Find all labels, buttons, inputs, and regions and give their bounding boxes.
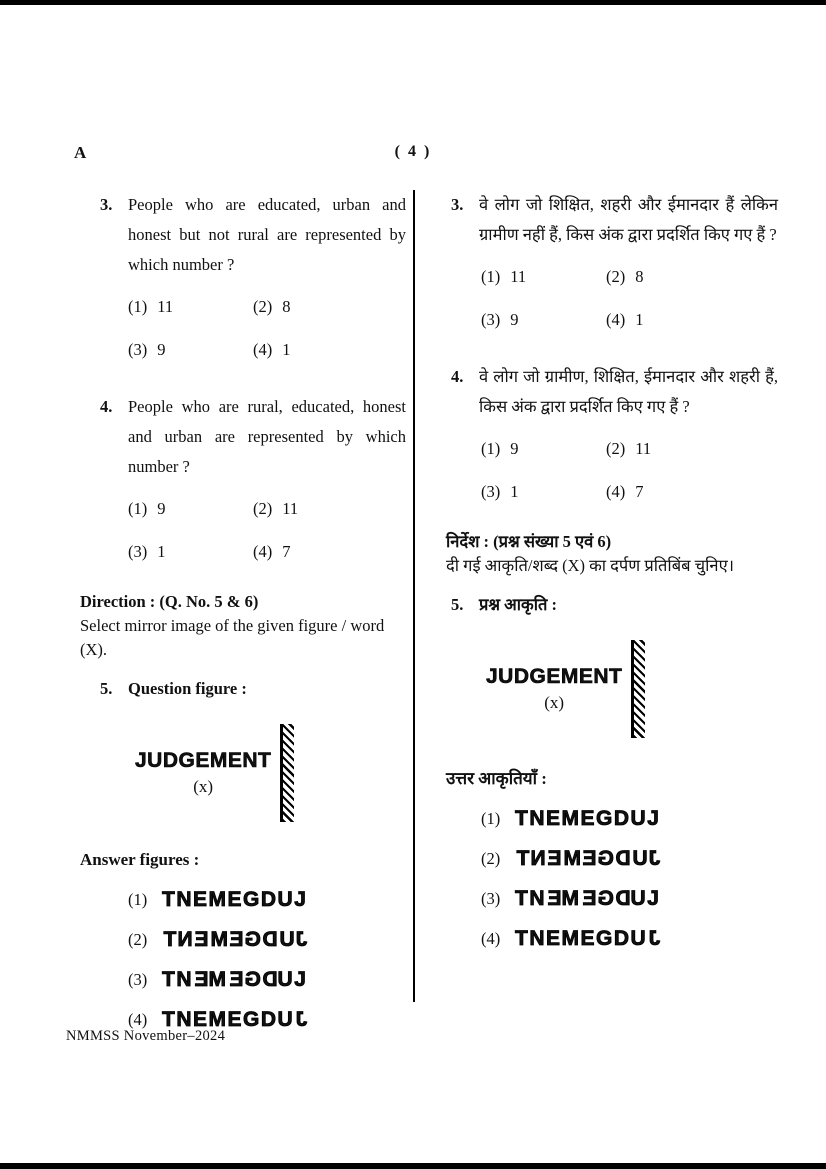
question-number: 5.: [100, 679, 113, 698]
options-row: [80, 540, 406, 564]
answer-option-word: TNEMEGDUJ: [162, 967, 308, 991]
option-4: [606, 308, 644, 332]
figure-word: JUDGEMENT: [486, 665, 623, 688]
option-label: (1): [128, 297, 148, 316]
mirror-line: [631, 640, 645, 738]
option-3: [128, 540, 253, 564]
option-3: [128, 338, 253, 362]
direction-title: Direction : (Q. No. 5 & 6): [80, 592, 259, 611]
option-label: (4): [606, 310, 626, 329]
option-4: [253, 540, 291, 564]
answer-option-4: [446, 925, 778, 952]
option-1: [128, 295, 253, 319]
option-value: 11: [157, 297, 174, 316]
direction-text: Select mirror image of the given figure / word (X).: [80, 616, 385, 659]
options-row: [80, 295, 406, 319]
answer-option-label: (2): [128, 929, 148, 949]
question-figure-label: Question figure :: [128, 679, 247, 698]
options-row: [80, 497, 406, 521]
option-value: 9: [510, 439, 519, 458]
option-value: 1: [157, 542, 166, 561]
question-4-en: [80, 392, 406, 564]
option-2: [606, 265, 644, 289]
answer-option-word: TNEMEGDUJ: [515, 886, 661, 910]
question-number: 5.: [451, 595, 464, 614]
direction-title: निर्देश : (प्रश्न संख्या 5 एवं 6): [446, 532, 612, 551]
option-value: 11: [510, 267, 527, 286]
option-value: 9: [510, 310, 519, 329]
options-row: [446, 480, 778, 504]
option-value: 1: [510, 482, 519, 501]
scan-edge-bottom: [0, 1163, 826, 1169]
page-number: ( 4 ): [394, 143, 432, 160]
option-label: (1): [481, 267, 501, 286]
option-label: (2): [606, 439, 626, 458]
direction-text: दी गई आकृति/शब्द (X) का दर्पण प्रतिबिंब चुनिए।: [446, 556, 734, 575]
question-number: 4.: [451, 367, 464, 386]
option-2: [253, 295, 291, 319]
option-value: 9: [157, 499, 166, 518]
option-label: (2): [606, 267, 626, 286]
set-code: A: [74, 143, 87, 162]
option-value: 1: [282, 340, 291, 359]
answer-figures-label: उत्तर आकृतियाँ :: [446, 769, 547, 788]
option-label: (2): [253, 297, 273, 316]
answer-figures-label: Answer figures :: [80, 850, 200, 869]
option-value: 8: [282, 297, 291, 316]
option-3: [481, 480, 606, 504]
question-text: People who are rural, educated, honest and urban are represented by which number ?: [128, 397, 406, 476]
figure-word: JUDGEMENT: [135, 749, 272, 772]
answer-option-1: [80, 886, 406, 913]
figure-sub-label: (x): [193, 777, 214, 796]
option-1: [481, 437, 606, 461]
english-column: [80, 190, 406, 1046]
column-divider: [413, 190, 415, 1002]
answer-option-3: [446, 885, 778, 912]
question-text: वे लोग जो ग्रामीण, शिक्षित, ईमानदार और शहरी हैं, किस अंक द्वारा प्रदर्शित किए गए हैं ?: [479, 367, 778, 416]
question-number: 4.: [100, 397, 113, 416]
answer-option-word: TNEMEGDUJ: [515, 806, 661, 830]
answer-option-label: (3): [128, 969, 148, 989]
question-figure-label: प्रश्न आकृति :: [479, 595, 558, 614]
question-3-en: [80, 190, 406, 362]
option-label: (4): [253, 542, 273, 561]
figure-word-block: [135, 749, 271, 797]
option-label: (1): [481, 439, 501, 458]
answer-option-label: (3): [481, 888, 501, 908]
option-label: (3): [481, 310, 501, 329]
answer-option-label: (1): [481, 808, 501, 828]
question-figure: [486, 640, 778, 738]
question-5-heading-en: [80, 676, 406, 702]
option-label: (4): [606, 482, 626, 501]
option-value: 7: [282, 542, 291, 561]
question-5-heading-hi: [446, 592, 778, 618]
option-2: [253, 497, 298, 521]
answer-figures: [446, 805, 778, 952]
options-row: [446, 437, 778, 461]
question-text: वे लोग जो शिक्षित, शहरी और ईमानदार हैं लेकिन ग्रामीण नहीं हैं, किस अंक द्वारा प्रदर्शित किए गए हैं ?: [479, 195, 778, 244]
question-3-hi: [446, 190, 778, 332]
option-label: (3): [481, 482, 501, 501]
option-3: [481, 308, 606, 332]
option-1: [481, 265, 606, 289]
answer-option-label: (4): [128, 1009, 148, 1029]
option-value: 7: [635, 482, 644, 501]
question-number: 3.: [451, 195, 464, 214]
scan-edge-top: [0, 0, 826, 5]
option-value: 11: [282, 499, 299, 518]
options-row: [80, 338, 406, 362]
option-label: (3): [128, 542, 148, 561]
option-value: 9: [157, 340, 166, 359]
option-label: (4): [253, 340, 273, 359]
option-value: 11: [635, 439, 652, 458]
answer-option-2: [446, 845, 778, 872]
option-4: [253, 338, 291, 362]
answer-option-word: TNEMEGDUJ: [162, 1007, 308, 1031]
option-2: [606, 437, 651, 461]
figure-word-block: [486, 665, 622, 713]
option-label: (1): [128, 499, 148, 518]
figure-sub-label: (x): [544, 693, 565, 712]
question-4-hi: [446, 362, 778, 504]
question-text: People who are educated, urban and honest but not rural are represented by which number ?: [128, 195, 406, 274]
options-row: [446, 265, 778, 289]
option-1: [128, 497, 253, 521]
mirror-line: [280, 724, 294, 822]
question-number: 3.: [100, 195, 113, 214]
option-value: 1: [635, 310, 644, 329]
answer-option-label: (2): [481, 848, 501, 868]
option-label: (2): [253, 499, 273, 518]
option-value: 8: [635, 267, 644, 286]
option-4: [606, 480, 644, 504]
answer-option-word: TNEMEGDUJ: [515, 926, 661, 950]
answer-option-1: [446, 805, 778, 832]
answer-option-word: TNEMEGDUJ: [162, 927, 308, 951]
answer-option-label: (4): [481, 928, 501, 948]
options-row: [446, 308, 778, 332]
answer-option-word: TNEMEGDUJ: [515, 846, 661, 870]
answer-option-word: TNEMEGDUJ: [162, 887, 308, 911]
hindi-column: [446, 190, 778, 965]
option-label: (3): [128, 340, 148, 359]
footer-text: NMMSS November–2024: [66, 1028, 226, 1044]
answer-option-3: [80, 966, 406, 993]
answer-figures: [80, 886, 406, 1033]
answer-option-label: (1): [128, 889, 148, 909]
question-figure: [135, 724, 406, 822]
answer-option-2: [80, 926, 406, 953]
